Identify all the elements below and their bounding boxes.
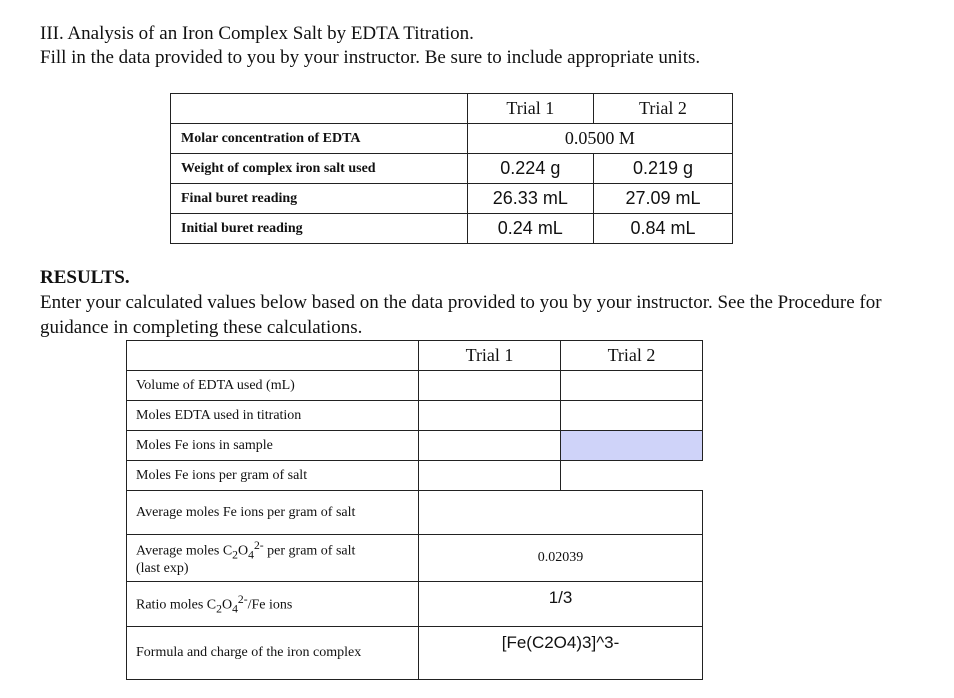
row-label: Average moles Fe ions per gram of salt <box>127 491 419 535</box>
table-row <box>127 401 703 431</box>
table-header-row <box>127 341 703 371</box>
header-trial-2: Trial 2 <box>561 341 703 371</box>
trial-1-value: 0.224 g <box>467 154 593 184</box>
table-row <box>171 124 733 154</box>
trial-2-input-cell[interactable] <box>561 461 703 491</box>
trial-2-input-cell-highlighted[interactable] <box>561 431 703 461</box>
trial-1-input-cell[interactable] <box>419 371 561 401</box>
row-label: Weight of complex iron salt used <box>171 154 468 184</box>
header-trial-1: Trial 1 <box>467 94 593 124</box>
row-label: Moles Fe ions per gram of salt <box>127 461 419 491</box>
header-trial-2: Trial 2 <box>593 94 732 124</box>
edta-concentration-value: 0.0500 M <box>467 124 732 154</box>
table-row <box>127 371 703 401</box>
results-table <box>126 340 703 680</box>
avg-oxalate-value[interactable]: 0.02039 <box>419 535 703 582</box>
instructor-data-table <box>170 93 733 244</box>
table-row <box>127 535 703 582</box>
section-heading <box>40 22 700 70</box>
heading-instructions: Fill in the data provided to you by your instructor. Be sure to include appropriate units. <box>40 47 701 68</box>
row-label: Molar concentration of EDTA <box>171 124 468 154</box>
table-row <box>127 582 703 627</box>
header-blank-cell <box>127 341 419 371</box>
row-label: Ratio moles $C_2O_4^{2-}/Fe$ ions <box>127 582 419 627</box>
table-row <box>171 184 733 214</box>
row-label: Average moles $C_2O_4^{2-}$ per gram of salt (last exp) <box>127 535 419 582</box>
table-header-row <box>171 94 733 124</box>
results-title: RESULTS. <box>40 267 130 288</box>
trial-1-input-cell[interactable] <box>419 461 561 491</box>
table-row <box>127 627 703 680</box>
average-input-cell[interactable] <box>419 491 703 535</box>
row-label: Formula and charge of the iron complex <box>127 627 419 680</box>
table-row <box>127 431 703 461</box>
table-row <box>171 214 733 244</box>
table-row <box>127 461 703 491</box>
table-row <box>127 491 703 535</box>
trial-1-value: 0.24 mL <box>467 214 593 244</box>
trial-1-input-cell[interactable] <box>419 431 561 461</box>
row-label: Moles EDTA used in titration <box>127 401 419 431</box>
trial-2-input-cell[interactable] <box>561 401 703 431</box>
row-label: Moles Fe ions in sample <box>127 431 419 461</box>
results-instructions: Enter your calculated values below based on the data provided to you by your instructor. See the Procedure for guidance in completing these calculations. <box>40 292 882 338</box>
formula-value[interactable]: [Fe(C2O4)3]^3- <box>419 627 703 680</box>
trial-1-input-cell[interactable] <box>419 401 561 431</box>
row-label: Final buret reading <box>171 184 468 214</box>
row-label: Volume of EDTA used (mL) <box>127 371 419 401</box>
table-row <box>171 154 733 184</box>
header-blank-cell <box>171 94 468 124</box>
trial-2-value: 27.09 mL <box>593 184 732 214</box>
ratio-value[interactable]: 1/3 <box>419 582 703 627</box>
row-label: Initial buret reading <box>171 214 468 244</box>
trial-1-value: 26.33 mL <box>467 184 593 214</box>
header-trial-1: Trial 1 <box>419 341 561 371</box>
trial-2-value: 0.219 g <box>593 154 732 184</box>
heading-title: III. Analysis of an Iron Complex Salt by EDTA Titration. <box>40 23 474 44</box>
trial-2-value: 0.84 mL <box>593 214 732 244</box>
trial-2-input-cell[interactable] <box>561 371 703 401</box>
